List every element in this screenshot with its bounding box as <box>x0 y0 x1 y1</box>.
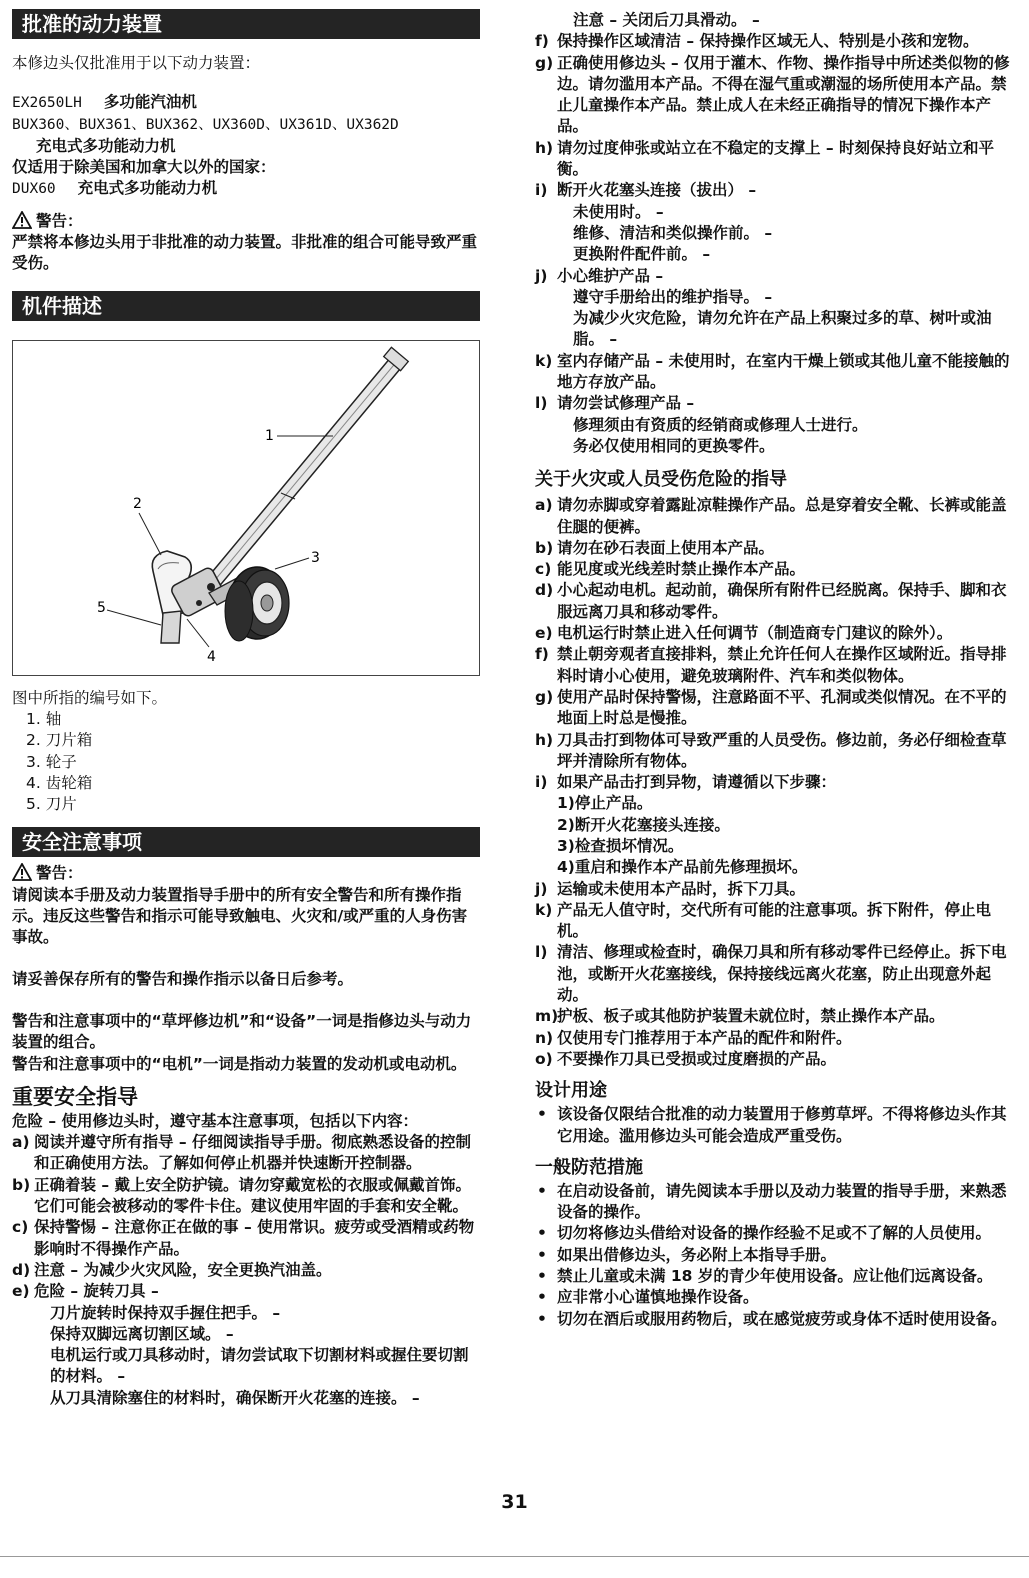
list-item: j) 运输或未使用本产品时，拆下刀具。 <box>535 879 806 898</box>
device-model: BUX360、BUX361、BUX362、UX360D、UX361D、UX362D <box>12 116 399 133</box>
device-item <box>12 178 480 200</box>
sub-item: 从刀具清除塞住的材料时，确保断开火花塞的连接。 – <box>50 1388 420 1407</box>
list-item: e) 危险 – 旋转刀具 – <box>12 1282 159 1301</box>
warning-text: 严禁将本修边头用于非批准的动力装置。非批准的组合可能导致严重受伤。 <box>12 233 478 273</box>
safety-list-a-e <box>12 1132 480 1409</box>
callout-label: 5 <box>97 599 106 616</box>
callout-label: 2 <box>133 495 142 512</box>
list-item: h) 请勿过度伸张或站立在不稳定的支撑上 – 时刻保持良好站立和平衡。 <box>535 138 995 179</box>
bullet-item: • 如果出借修边头，务必附上本指导手册。 <box>535 1245 1017 1266</box>
list-item: j) 小心维护产品 – <box>535 266 664 285</box>
sub-item: 更换附件配件前。 – <box>573 245 711 264</box>
list-item: a) 请勿赤脚或穿着露趾凉鞋操作产品。总是穿着安全靴、长裤或能盖住腿的便裤。 <box>535 496 1007 536</box>
section-title-important-safety: 重要安全指导 <box>12 1084 138 1109</box>
right-column <box>535 0 1017 1330</box>
edger-illustration <box>13 341 479 675</box>
sub-item: 注意 – 关闭后刀具滑动。 – <box>573 11 760 29</box>
warning-heading <box>12 863 480 884</box>
warning-text: 请阅读本手册及动力装置指导手册中的所有安全警告和所有操作指示。违反这些警告和指示可能导致触电、火灾和/或严重的人身伤害事故。 <box>12 885 468 947</box>
keep-instructions-note: 请妥善保存所有的警告和操作指示以备日后参考。 <box>12 969 354 988</box>
list-item: d) 小心起动电机。起动前，确保所有附件已经脱离。保持手、脚和衣服远离刀具和移动零件。 <box>535 581 1007 621</box>
sub-item: 3)检查损坏情况。 <box>557 836 684 855</box>
device-desc: 充电式多功能动力机 <box>36 136 176 155</box>
sub-item: 1)停止产品。 <box>557 794 653 813</box>
warning-block <box>12 863 480 948</box>
shaft-drawing <box>203 347 408 589</box>
safety-list-f-l <box>535 31 1017 457</box>
list-item: 3. 轮子 <box>26 752 77 771</box>
list-item: f) 保持操作区域清洁 – 保持操作区域无人、特别是小孩和宠物。 <box>535 32 979 51</box>
list-item: g) 使用产品时保持警惕，注意路面不平、孔洞或类似情况。在不平的地面上时总是慢推。 <box>535 687 1007 728</box>
list-item: b) 请勿在砂石表面上使用本产品。 <box>535 538 775 557</box>
list-item: i) 断开火花塞头连接（拔出） – <box>535 181 757 200</box>
warning-label: 警告： <box>36 211 83 230</box>
callout-label: 3 <box>311 549 320 566</box>
page-number: 31 <box>501 1491 528 1513</box>
warning-heading <box>12 211 480 232</box>
device-desc: 多功能汽油机 <box>103 93 197 112</box>
bullet-item: • 禁止儿童或未满 18 岁的青少年使用设备。应让他们远离设备。 <box>535 1266 1017 1287</box>
sub-item: 为减少火灾危险，请勿允许在产品上积聚过多的草、树叶或油脂。 – <box>573 309 992 349</box>
general-precautions-list <box>535 1181 1017 1330</box>
danger-intro: 危险 – 使用修边头时，遵守基本注意事项，包括以下内容： <box>12 1111 419 1130</box>
list-item: c) 能见度或光线差时禁止操作本产品。 <box>535 560 806 579</box>
sub-item: 4)重启和操作本产品前先修理损坏。 <box>557 858 808 877</box>
fire-injury-list <box>535 495 1017 1070</box>
warning-icon <box>12 211 32 229</box>
list-item: h) 刀具击打到物体可导致严重的人员受伤。修边前，务必仔细检查草坪并清除所有物体。 <box>535 730 1007 770</box>
list-item: e) 电机运行时禁止进入任何调节（制造商专门建议的除外）。 <box>535 624 953 643</box>
section-title-fire-injury: 关于火灾或人员受伤危险的指导 <box>535 469 787 491</box>
list-item: k) 室内存储产品 – 未使用时，在室内干燥上锁或其他儿童不能接触的地方存放产品。 <box>535 351 1010 392</box>
sub-item: 未使用时。 – <box>573 202 664 221</box>
sub-item: 2)断开火花塞接头连接。 <box>557 815 730 834</box>
device-item <box>12 92 480 114</box>
warning-icon <box>12 863 32 881</box>
bullet-item: • 应非常小心谨慎地操作设备。 <box>535 1287 1017 1308</box>
list-item: k) 产品无人值守时，交代所有可能的注意事项。拆下附件，停止电机。 <box>535 900 992 941</box>
warning-block <box>12 211 480 275</box>
sub-item: 务必仅使用相同的更换零件。 <box>573 436 775 455</box>
list-item: l) 请勿尝试修理产品 – <box>535 394 695 413</box>
list-item: 1. 轴 <box>26 709 62 728</box>
list-item: b) 正确着装 – 戴上安全防护镜。请勿穿戴宽松的衣服或佩戴首饰。它们可能会被移动的零件卡住。建议使用牢固的手套和安全靴。 <box>12 1175 472 1216</box>
callout-label: 4 <box>207 648 216 665</box>
approved-intro: 本修边头仅批准用于以下动力装置： <box>12 54 261 72</box>
list-item: n) 仅使用专门推荐用于本产品的配件和附件。 <box>535 1028 852 1047</box>
bullet-item: • 该设备仅限结合批准的动力装置用于修剪草坪。不得将修边头作其它用途。滥用修边头可能会造成严重受伤。 <box>535 1104 1017 1147</box>
wheel-drawing <box>225 567 289 641</box>
list-item: f) 禁止朝旁观者直接排料，禁止允许任何人在操作区域附近。指导排料时请小心使用，避免玻璃附件、汽车和类似物体。 <box>535 645 1007 685</box>
list-item: l) 清洁、修理或检查时，确保刀具和所有移动零件已经停止。拆下电池，或断开火花塞接线，保持接线远离火花塞，防止出现意外起动。 <box>535 943 1007 1005</box>
sub-item: 电机运行或刀具移动时，请勿尝试取下切割材料或握住要切割的材料。 – <box>50 1346 469 1386</box>
list-item: d) 注意 – 为减少火灾风险，安全更换汽油盖。 <box>12 1260 332 1279</box>
parts-intro: 图中所指的编号如下。 <box>12 688 168 707</box>
list-item: c) 保持警惕 – 注意你正在做的事 – 使用常识。疲劳或受酒精或药物影响时不得操作产品。 <box>12 1218 475 1258</box>
device-model: DUX60 <box>12 181 56 198</box>
sub-item: 刀片旋转时保持双手握住把手。 – <box>50 1303 281 1322</box>
list-item: 4. 齿轮箱 <box>26 773 93 792</box>
section-title-intended-use: 设计用途 <box>535 1080 607 1102</box>
list-item: i) 如果产品击打到异物，请遵循以下步骤： <box>535 773 837 792</box>
list-item: a) 阅读并遵守所有指导 – 仔细阅读指导手册。彻底熟悉设备的控制和正确使用方法。了解如何停止机器并快速断开控制器。 <box>12 1133 472 1173</box>
section-title-approved-power-units: 批准的动力装置 <box>12 9 480 39</box>
bullet-item: • 在启动设备前，请先阅读本手册以及动力装置的指导手册，来熟悉设备的操作。 <box>535 1181 1017 1224</box>
callout-label: 1 <box>265 427 274 444</box>
left-column <box>12 0 480 1409</box>
section-title-safety: 安全注意事项 <box>12 827 480 857</box>
list-item: m) 护板、板子或其他防护装置未就位时，禁止操作本产品。 <box>535 1007 945 1026</box>
warning-label: 警告： <box>36 864 83 883</box>
sub-item: 修理须由有资质的经销商或修理人士进行。 <box>573 415 868 434</box>
bullet-item: • 切勿将修边头借给对设备的操作经验不足或不了解的人员使用。 <box>535 1223 1017 1244</box>
list-item: 5. 刀片 <box>26 795 77 814</box>
blade-drawing <box>161 611 181 643</box>
bullet-item: • 切勿在酒后或服用药物后，或在感觉疲劳或身体不适时使用设备。 <box>535 1309 1017 1330</box>
region-note: 仅适用于除美国和加拿大以外的国家： <box>12 158 276 177</box>
footer-divider <box>0 1556 1029 1557</box>
list-item: g) 正确使用修边头 – 仅用于灌木、作物、操作指导中所述类似物的修边。请勿滥用本产品。不得在湿气重或潮湿的场所使用本产品。禁止儿童操作本产品。禁止成人在未经正确指导的情况下操作本产品。 <box>535 53 1010 136</box>
parts-diagram <box>12 340 480 676</box>
device-desc: 充电式多功能动力机 <box>77 179 218 198</box>
parts-list <box>12 709 480 815</box>
sub-item: 维修、清洁和类似操作前。 – <box>573 223 773 242</box>
list-item: o) 不要操作刀具已受损或过度磨损的产品。 <box>535 1049 837 1068</box>
sub-item: 遵守手册给出的维护指导。 – <box>573 287 773 306</box>
section-title-general-precautions: 一般防范措施 <box>535 1156 643 1178</box>
term-definition: 警告和注意事项中的“电机”一词是指动力装置的发动机或电动机。 <box>12 1054 467 1073</box>
device-model: EX2650LH <box>12 95 82 112</box>
term-definition: 警告和注意事项中的“草坪修边机”和“设备”一词是指修边头与动力装置的组合。 <box>12 1011 472 1052</box>
list-item: 2. 刀片箱 <box>26 731 93 750</box>
section-title-parts-description: 机件描述 <box>12 291 480 321</box>
device-list <box>12 92 480 200</box>
sub-item: 保持双脚远离切割区域。 – <box>50 1324 234 1343</box>
